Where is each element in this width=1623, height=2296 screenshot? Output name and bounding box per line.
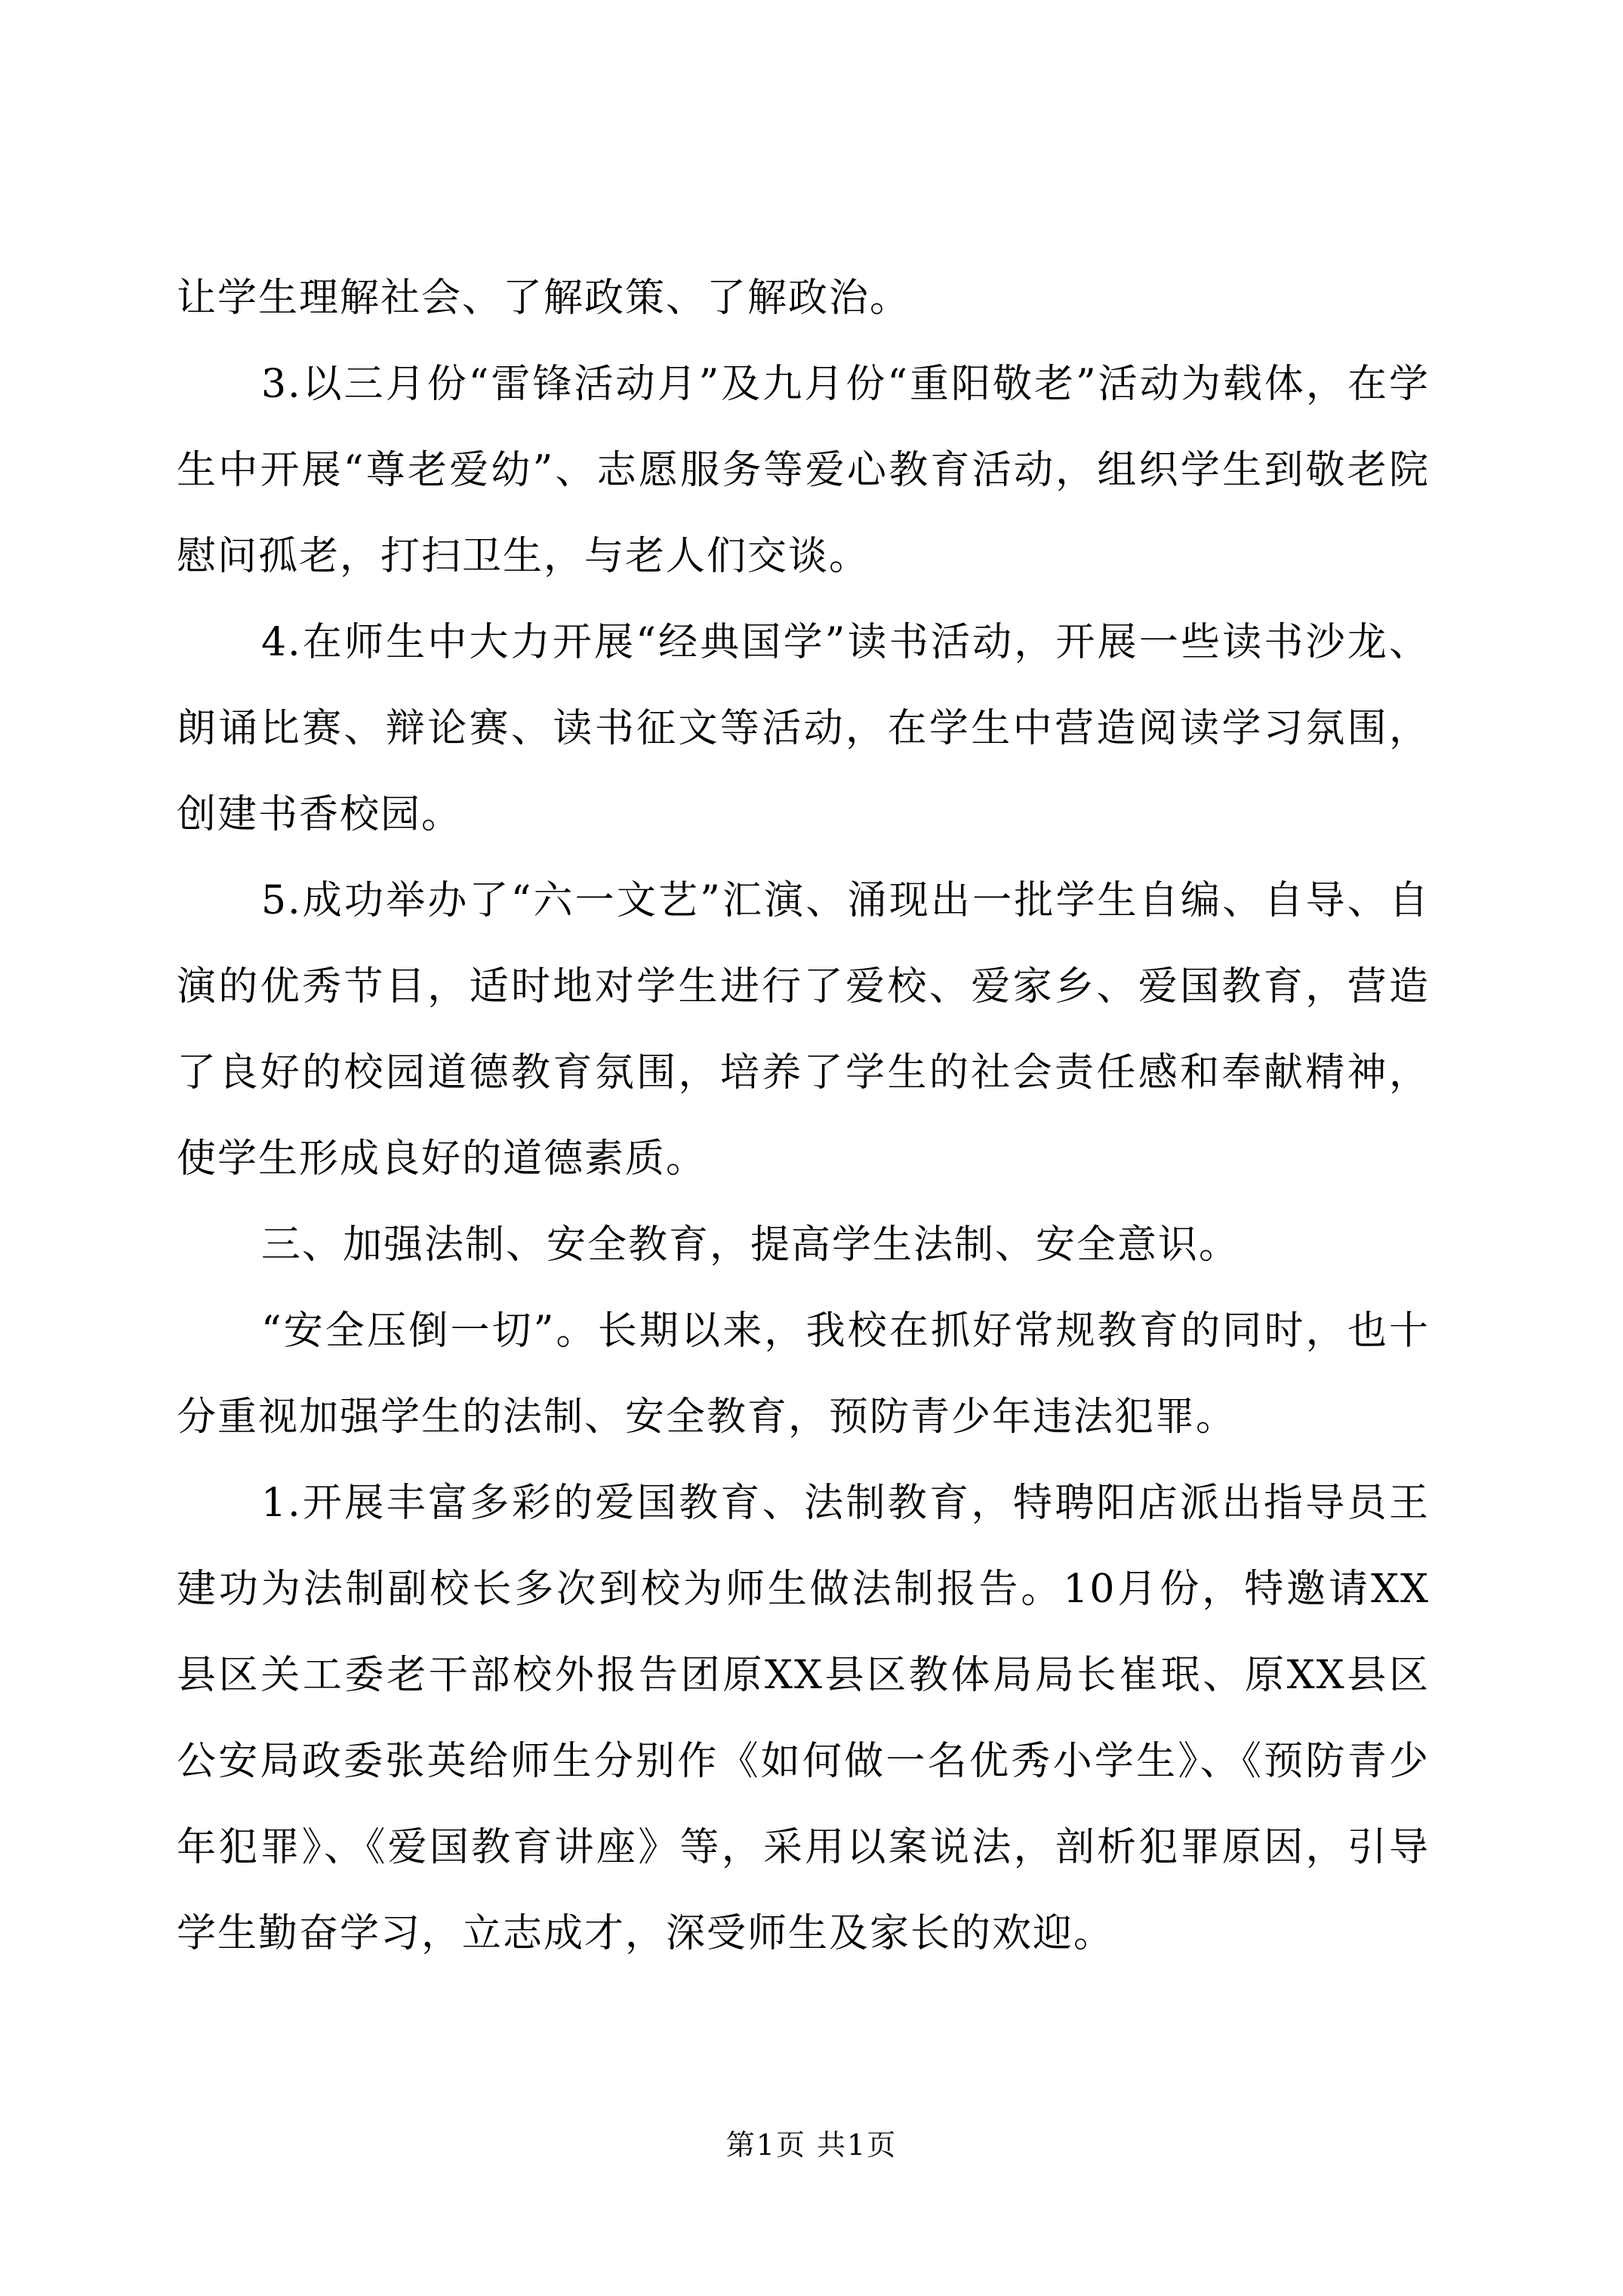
paragraph-continuation: 让学生理解社会、了解政策、了解政治。 xyxy=(177,276,911,321)
document-body xyxy=(177,255,1430,1977)
section-heading-3: 三、加强法制、安全教育，提高学生法制、安全意识。 xyxy=(261,1222,1240,1268)
paragraph-item-4: 4.在师生中大力开展“经典国学”读书活动，开展一些读书沙龙、朗诵比赛、辩论赛、读书征文等活动，在学生中营造阅读学习氛围，创建书香校园。 xyxy=(177,620,1430,837)
page-footer: 第1页 共1页 xyxy=(725,2128,898,2162)
paragraph-item-3: 3.以三月份“雷锋活动月”及九月份“重阳敬老”活动为载体，在学生中开展“尊老爱幼”、志愿服务等爱心教育活动，组织学生到敬老院慰问孤老，打扫卫生，与老人们交谈。 xyxy=(177,362,1430,579)
paragraph-item-1: 1.开展丰富多彩的爱国教育、法制教育，特聘阳店派出指导员王建功为法制副校长多次到校为师生做法制报告。10月份，特邀请XX县区关工委老干部校外报告团原XX县区教体局局长崔珉、原XX县区公安局政委张英给师生分别作《如何做一名优秀小学生》、《预防青少年犯罪》、《爱国教育讲座》等，采用以案说法，剖析犯罪原因，引导学生勤奋学习，立志成才，深受师生及家长的欢迎。 xyxy=(177,1481,1430,1956)
paragraph-safety-intro: “安全压倒一切”。长期以来，我校在抓好常规教育的同时，也十分重视加强学生的法制、安全教育，预防青少年违法犯罪。 xyxy=(177,1308,1430,1440)
paragraph-item-5: 5.成功举办了“六一文艺”汇演、涌现出一批学生自编、自导、自演的优秀节目，适时地对学生进行了爱校、爱家乡、爱国教育，营造了良好的校园道德教育氛围，培养了学生的社会责任感和奉献精神，使学生形成良好的道德素质。 xyxy=(177,878,1430,1182)
